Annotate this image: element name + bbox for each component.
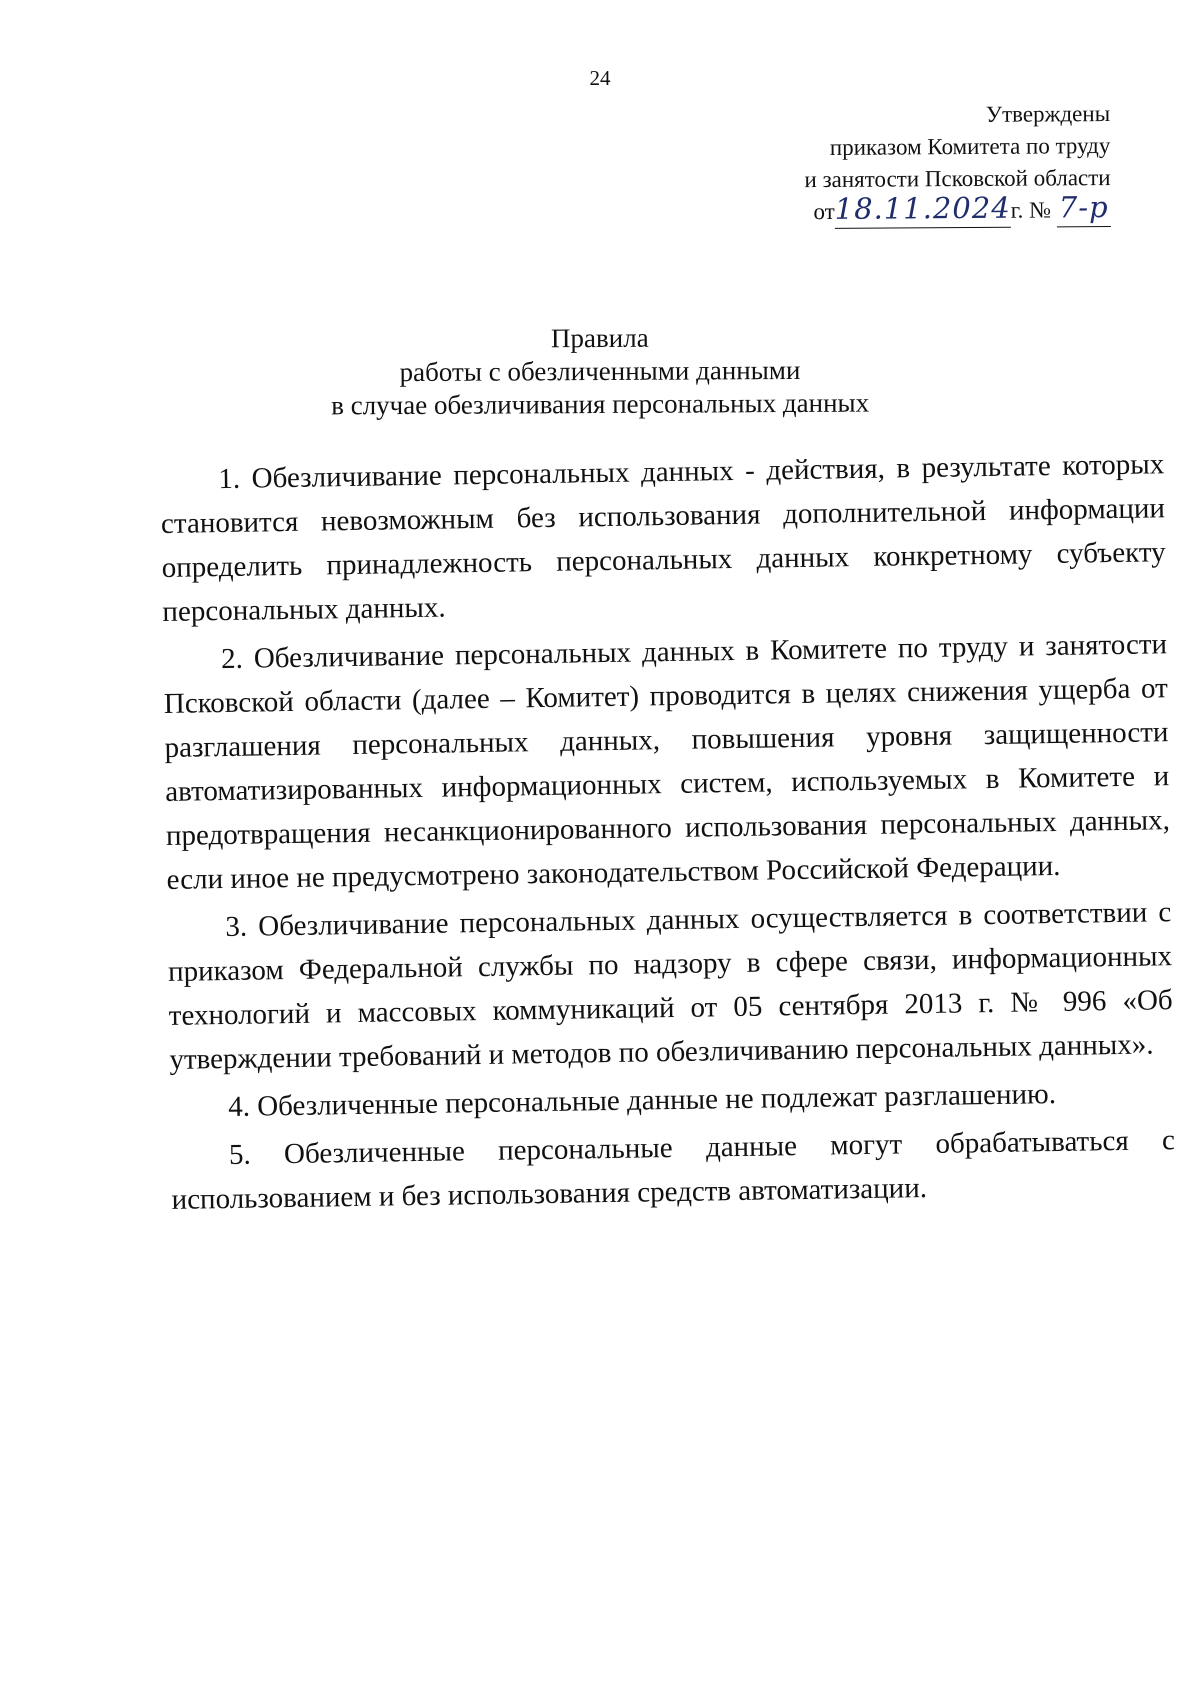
paragraph-1: 1. Обезличивание персональных данных - действия, в результате которых становится невозможным без использования дополнительной информации определить принадлежность персональных данных конкретному субъекту персональных данных. — [160, 448, 1166, 628]
year-number-label: г. № — [1010, 197, 1052, 223]
approval-stamp — [690, 98, 1111, 230]
approval-heading: Утверждены — [985, 100, 1111, 127]
handwritten-number: 7-р — [1058, 190, 1109, 225]
title-line-1: Правила — [550, 322, 649, 354]
handwritten-date-field — [834, 190, 1011, 229]
approval-date-line — [691, 190, 1111, 230]
approval-order-line: приказом Комитета по труду — [829, 132, 1111, 160]
paragraph-5: 5. Обезличенные персональные данные могут обрабатываться с использованием и без использования средств автоматизации. — [171, 1124, 1176, 1216]
paragraph-4: 4. Обезличенные персональные данные не подлежат разглашению. — [227, 1078, 1057, 1124]
paragraph-3: 3. Обезличивание персональных данных осуществляется в соответствии с приказом Федеральной службы по надзору в сфере связи, информационных технологий и массовых коммуникаций от 05 сентября 2013 г. № 996 «Об утверждении требований и методов по обезличиванию персональных данных». — [167, 896, 1173, 1076]
handwritten-number-field — [1057, 190, 1111, 227]
document-body — [160, 442, 1176, 1222]
paragraph-2: 2. Обезличивание персональных данных в Комитете по труду и занятости Псковской области (далее – Комитет) проводится в целях снижения ущерба от разглашения персональных данных, повышения уровня защищенности автоматизированных информационных систем, используемых в Комитете и предотвращения несанкционированного использования персональных данных, если иное не предусмотрено законодательством Российской Федерации. — [163, 628, 1171, 896]
handwritten-date: 18.11.2024 — [834, 190, 1011, 226]
title-line-3: в случае обезличивания персональных данных — [331, 387, 870, 421]
page-number: 24 — [589, 66, 611, 90]
date-prefix: от — [813, 198, 835, 225]
approval-committee-line: и занятости Псковской области — [804, 164, 1111, 193]
title-line-2: работы с обезличенными данными — [399, 354, 801, 388]
document-title — [0, 319, 1200, 424]
